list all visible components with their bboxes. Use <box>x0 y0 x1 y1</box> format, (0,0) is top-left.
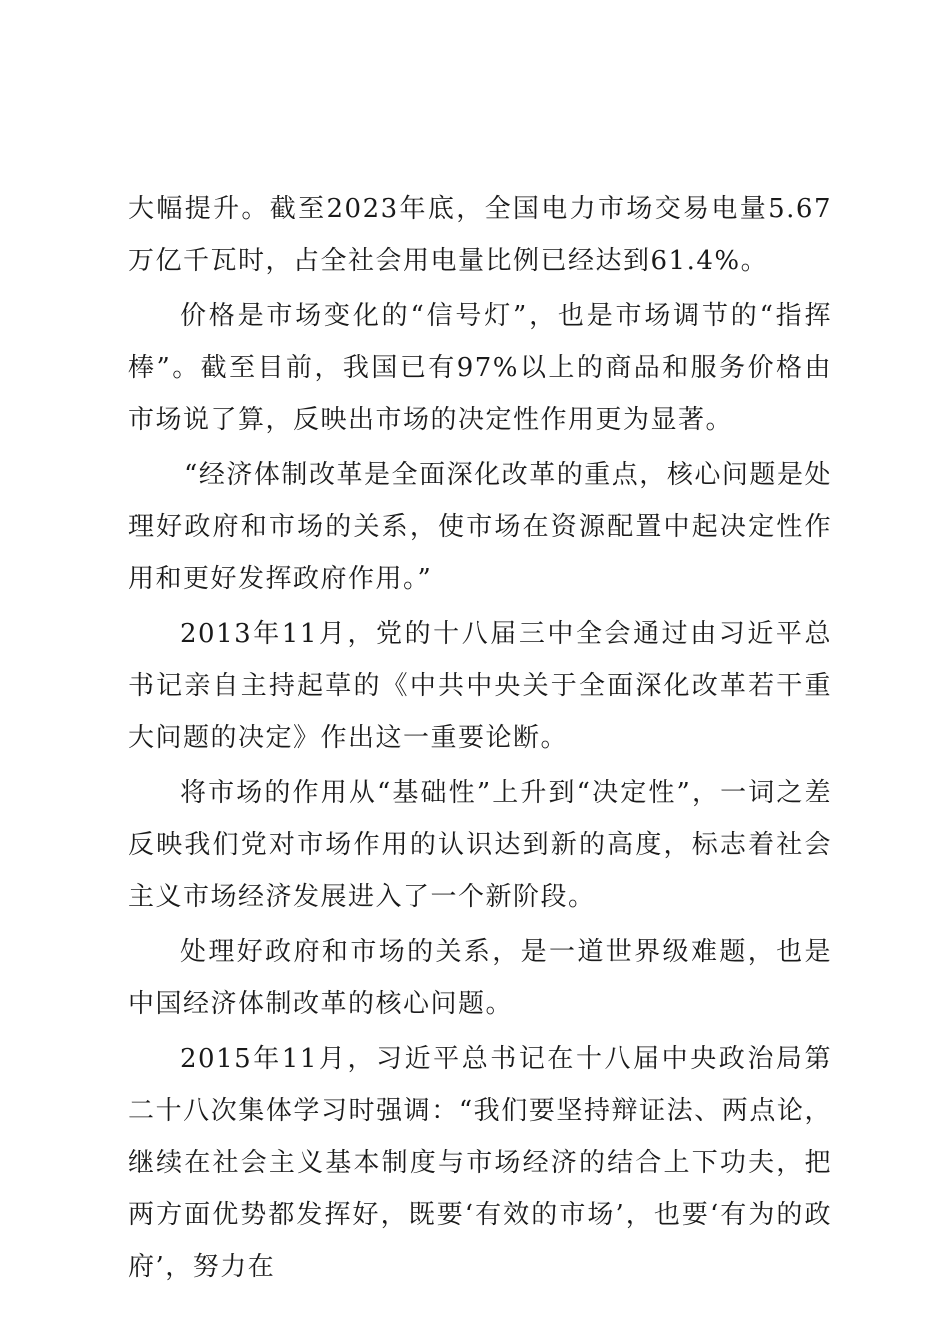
document-body <box>128 183 832 1296</box>
paragraph-price-signal: 价格是市场变化的“信号灯”，也是市场调节的“指挥棒”。截至目前，我国已有97%以上的商品和服务价格由市场说了算，反映出市场的决定性作用更为显著。 <box>128 301 832 435</box>
paragraph-continuation: 大幅提升。截至2023年底，全国电力市场交易电量5.67万亿千瓦时，占全社会用电量比例已经达到61.4%。 <box>128 194 832 276</box>
paragraph-decisive-role: 将市场的作用从“基础性”上升到“决定性”，一词之差反映我们党对市场作用的认识达到新的高度，标志着社会主义市场经济发展进入了一个新阶段。 <box>128 778 832 912</box>
paragraph-politburo-study: 2015年11月，习近平总书记在十八届中央政治局第二十八次集体学习时强调：“我们要坚持辩证法、两点论，继续在社会主义基本制度与市场经济的结合上下功夫，把两方面优势都发挥好，既要‘有效的市场’，也要‘有为的政府’，努力在 <box>128 1044 832 1282</box>
paragraph-core-problem: 处理好政府和市场的关系，是一道世界级难题，也是中国经济体制改革的核心问题。 <box>128 937 832 1019</box>
paragraph-third-plenum: 2013年11月，党的十八届三中全会通过由习近平总书记亲自主持起草的《中共中央关于全面深化改革若干重大问题的决定》作出这一重要论断。 <box>128 619 832 753</box>
paragraph-reform-quote: “经济体制改革是全面深化改革的重点，核心问题是处理好政府和市场的关系，使市场在资源配置中起决定性作用和更好发挥政府作用。” <box>128 460 832 594</box>
